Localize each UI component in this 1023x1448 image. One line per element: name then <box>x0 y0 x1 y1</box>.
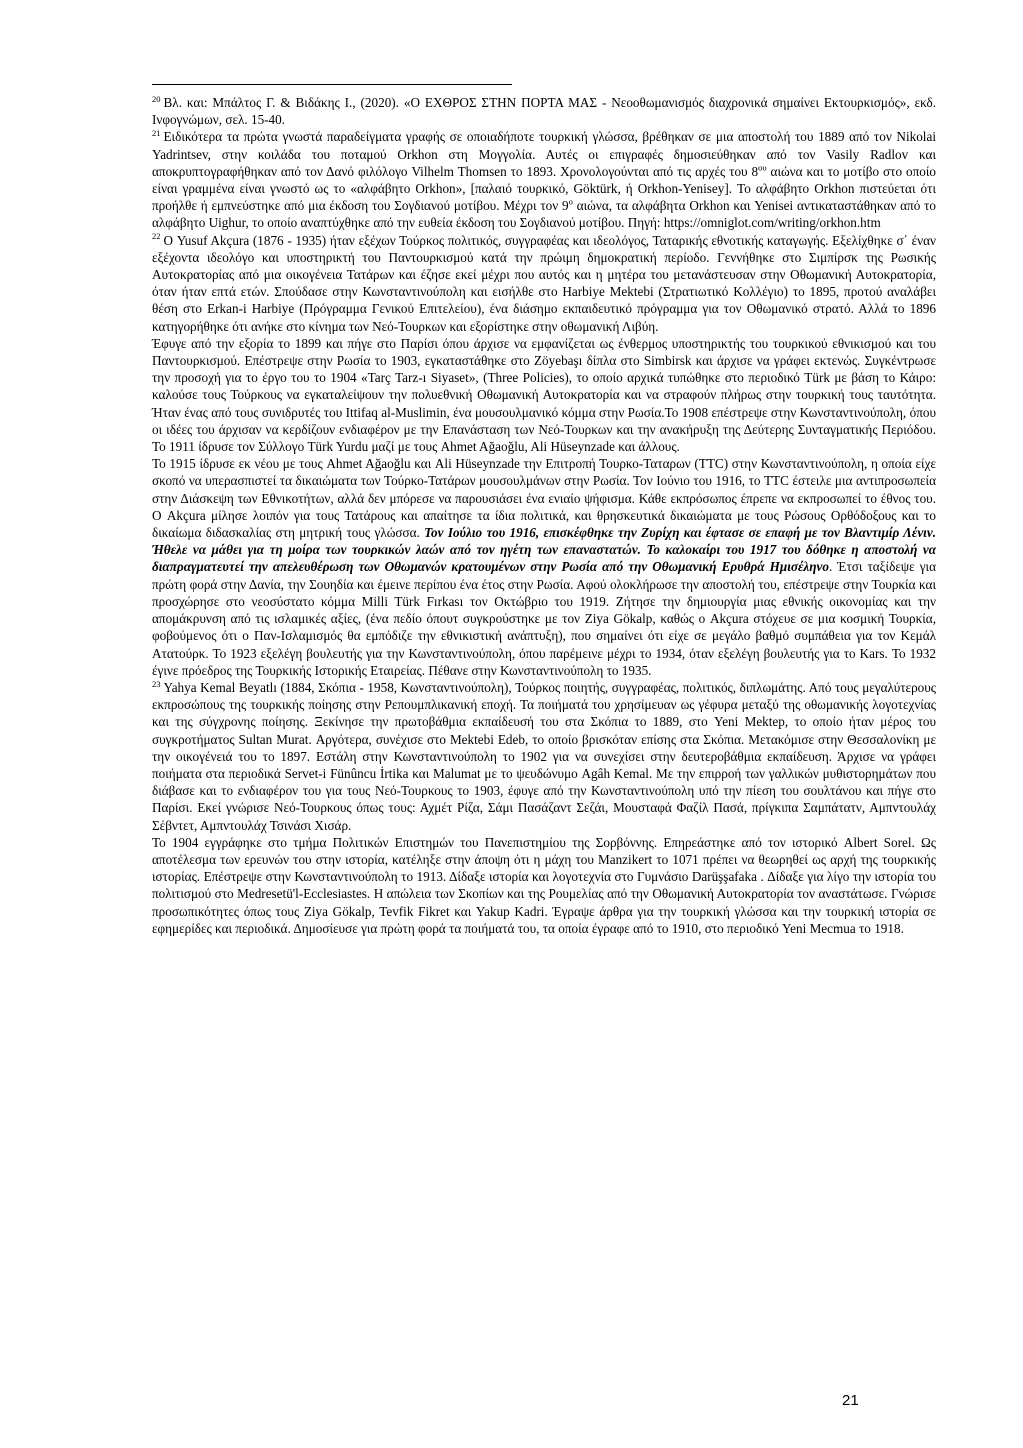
footnote-20 <box>152 94 936 128</box>
footnote-22-paragraph: Έφυγε από την εξορία το 1899 και πήγε στο Παρίσι όπου άρχισε να εμφανίζεται ως ένθερμος υποστηρικτής του τουρκικού εθνικισμού και του Παντουρκισμού. Επέστρεψε στην Ρωσία το 1903, εγκαταστάθηκε στο Zöyebaşı δίπλα στο Simbirsk και άρχισε να γράφει εκτενώς. Συγκέντρωσε την προσοχή για το έργο του το 1904 «Tarç Tarz-ı Siyaset», (Three Policies), το οποίο αρχικά τυπώθηκε στο περιοδικό Türk με βάση το Κάιρο: καλούσε τους Τούρκους να εγκαταλείψουν την πολυεθνική Οθωμανική Αυτοκρατορία και να στραφούν πλήρως στην τουρκική τους ταυτότητα. Ήταν ένας από τους συνιδρυτές του Ittifaq al-Muslimin, ένα μουσουλμανικό κόμμα στην Ρωσία.Το 1908 επέστρεψε στην Κωνσταντινούπολη, όπου οι ιδέες του άρχισαν να κερδίζουν ενδιαφέρον με την Επανάσταση των Νεό-Τουρκων και την ανακήρυξη της Δεύτερης Συνταγματικής Περιόδου. Το 1911 ίδρυσε τον Σύλλογο Türk Yurdu μαζί με τους Ahmet Ağaoğlu, Ali Hüseynzade και άλλους. <box>152 335 936 455</box>
footnote-text: Ο Yusuf Akçura (1876 - 1935) ήταν εξέχων Τούρκος πολιτικός, συγγραφέας και ιδεολόγος, Ταταρικής εθνοτικής καταγωγής. Εξελίχθηκε σ΄ έναν εξέχοντα ιδεολόγο και υποστηρικτή του Παντουρκισμού κατά την πρώιμη δημοκρατική περίοδο. Γεννήθηκε στο Σιμπίρσκ της Ρωσικής Αυτοκρατορίας από μια οικογένεια Τατάρων και έζησε εκεί μέχρι που αυτός και η μητέρα του μετανάστευσαν στην Οθωμανική Αυτοκρατορία, όταν ήταν επτά ετών. Σπούδασε στην Κωνσταντινούπολη και εισήλθε στο Harbiye Mektebi (Στρατιωτικό Κολλέγιο) το 1895, προτού αναλάβει θέση στο Erkan-i Harbiye (Πρόγραμμα Γενικού Επιτελείου), ένα διάσημο εκπαιδευτικό πρόγραμμα για τον Οθωμανικό στρατό. Αλλά το 1896 κατηγορήθηκε ότι ανήκε στο κίνημα των Νεό-Τουρκων και εξορίστηκε στην οθωμανική Λιβύη. <box>152 232 936 334</box>
footnote-number: 22 <box>152 231 161 242</box>
footnote-23-paragraph: Το 1904 εγγράφηκε στο τμήμα Πολιτικών Επιστημών του Πανεπιστημίου της Σορβόννης. Επηρεάστηκε από τον ιστορικό Albert Sorel. Ως αποτέλεσμα των ερευνών του στην ιστορία, κατέληξε στην άποψη ότι η μάχη του Manzikert το 1071 πρέπει να θεωρηθεί ως αρχή της τουρκικής ιστορίας. Επέστρεψε στην Κωνσταντινούπολη το 1913. Δίδαξε ιστορία και λογοτεχνία στο Γυμνάσιο Darüşşafaka . Δίδαξε για λίγο την ιστορία του πολιτισμού στο Medresetü'l-Ecclesiastes. Η απώλεια των Σκοπίων και της Ρουμελίας από την Οθωμανική Αυτοκρατορία τον αναστάτωσε. Γνώρισε προσωπικότητες όπως τους Ziya Gökalp, Tevfik Fikret και Yakup Kadri. Έγραψε άρθρα για την τουρκική γλώσσα και την τουρκική ιστορία σε εφημερίδες και περιοδικά. Δημοσίευσε για πρώτη φορά τα ποιήματά του, τα οποία έγραφε από το 1910, στο περιοδικό Yeni Mecmua το 1918. <box>152 834 936 936</box>
footnote-text: αιώνα, τα αλφάβητα Orkhon και Yenisei αντικαταστάθηκαν από το αλφάβητο Uighur, το οποίο αναπτύχθηκε από την ευθεία έκδοση του Σογδιανού μοτίβου. Πηγή: https://omniglot.com/writing/orkhon.htm <box>152 198 936 231</box>
footnote-text: . Έτσι ταξίδεψε για πρώτη φορά στην Δανία, την Σουηδία και έμεινε περίπου ένα έτος στην Ρωσία. Αφού ολοκλήρωσε την αποστολή του, επέστρεψε στην Τουρκία και προσχώρησε στο νεοσύστατο κόμμα Milli Türk Fırkası τον Οκτώβριο του 1919. Ζήτησε την δημιουργία μιας εθνικής οικονομίας και την απομάκρυνση από τις ισλαμικές αξίες, (ένα πεδίο όπουτ συγκρούστηκε με τον Ziya Gökalp, καθώς ο Akçura στόχευε σε μια κοσμική Τουρκία, φοβούμενος ότι ο Παν-Ισλαμισμός θα εμπόδιζε την εθνικιστική ανάπτυξη), που σημαίνει ότι είχε σε μεγάλο βαθμό συμπάθεια για τον Κεμάλ Ατατούρκ. Το 1923 εξελέγη βουλευτής για την Κωνσταντινούπολη, όπου παρέμεινε μέχρι το 1934, όταν εξελέγη βουλευτής για το Kars. Το 1932 έγινε πρόεδρος της Τουρκικής Ιστορικής Εταιρείας. Πέθανε στην Κωνσταντινούπολη το 1935. <box>152 559 936 678</box>
page-number: 21 <box>842 1392 859 1409</box>
footnote-21 <box>152 128 936 231</box>
footnote-23 <box>152 679 936 834</box>
footnote-number: 23 <box>152 678 161 689</box>
emphasized-text: Τον Ιούλιο του 1916, επισκέφθηκε την Ζυρίχη και έφτασε σε επαφή με τον Βλαντιμίρ Λένιν. Ήθελε να μάθει για τη μοίρα των τουρκικών λαών από τον ηγέτη των επαναστατών. Το καλοκαίρι του 1917 του δόθηκε η αποστολή να διαπραγματευτεί την απελευθέρωση των Οθωμανών κρατουμένων στην Ρωσία από την Οθωμανική Ερυθρά Ημισέληνο <box>152 525 936 575</box>
footnote-22-paragraph <box>152 455 936 679</box>
footnote-text: αιώνα και το μοτίβο στο οποίο είναι γραμμένα είναι γνωστό ως το «αλφάβητο Orkhon», [παλαιό τουρκικό, Göktürk, ή Orkhon-Yenisey]. Το αλφάβητο Orkhon πιστεύεται ότι προήλθε ή εμπνεύστηκε από μια έκδοση του Σογδιανού μοτίβου. Μέχρι τον 9 <box>152 163 936 214</box>
footnotes-block <box>152 94 936 937</box>
superscript: ο <box>568 196 573 207</box>
footnote-text: Ειδικότερα τα πρώτα γνωστά παραδείγματα γραφής σε οποιαδήποτε τουρκική γλώσσα, βρέθηκαν σε μια αποστολή του 1889 από τον Nikolai Yadrintsev, στην κοιλάδα του ποταμού Orkhon στη Μογγολία. Αυτές οι επιγραφές δημοσιεύθηκαν από τον Vasily Radlov και αποκρυπτογραφήθηκαν από τον Δανό φιλόλογο Vilhelm Thomsen το 1893. Χρονολογούνται από τις αρχές του 8 <box>152 129 936 179</box>
footnote-separator <box>152 84 512 85</box>
footnote-text: Yahya Kemal Beyatlı (1884, Σκόπια - 1958, Κωνσταντινούπολη), Τούρκος ποιητής, συγγραφέας, πολιτικός, διπλωμάτης. Από τους μεγαλύτερους εκπροσώπους της τουρκικής ποίησης στην Ρεπουμπλικανική εποχή. Τα ποιήματά του χρησίμευαν ως γέφυρα μεταξύ της οθωμανικής λογοτεχνίας και της σύγχρονης ποίησης. Ξεκίνησε την πρωτοβάθμια εκπαίδευσή του στα Σκόπια το 1889, στο Yeni Mektep, το οποίο ήταν μέρος του συγκροτήματος Sultan Murat. Αργότερα, συνέχισε στο Mektebi Edeb, το οποίο βρισκόταν επίσης στα Σκόπια. Μετακόμισε στην Θεσσαλονίκη με την οικογένειά του το 1897. Εστάλη στην Κωνσταντινούπολη το 1902 για να συνεχίσει στην δευτεροβάθμια εκπαίδευση. Άρχισε να γράφει ποιήματα στα περιοδικά Servet-i Fünûncu İrtika και Malumat με το ψευδώνυμο Agâh Kemal. Με την επιρροή των γαλλικών μυθιστορημάτων που διάβασε και το ενδιαφέρον του για τους Νεό-Τουρκους το 1903, έφυγε από την Κωνσταντινούπολη υπό την πίεση του σουλτάνου και πήγε στο Παρίσι. Εκεί γνώρισε Νεό-Τουρκους όπως τους: Αχμέτ Ρίζα, Σάμι Πασάζαντ Σεζάι, Μουσταφά Φαζίλ Πασά, πρίγκιπα Σαμπάτατν, Αμπντουλάχ Σέβντετ, Αμπντουλάχ Τσινάσι Χισάρ. <box>152 679 936 833</box>
footnote-text: Το 1915 ίδρυσε εκ νέου με τους Ahmet Ağaoğlu και Ali Hüseynzade την Επιτροπή Τουρκο-Ταταρων (TTC) στην Κωνσταντινούπολη, η οποία είχε σκοπό να υπερασπιστεί τα δικαιώματα των Τούρκο-Τατάρων μουσουλμάνων στην Ρωσία. Τον Ιούνιο του 1916, το TTC έστειλε μια αντιπροσωπεία στην Διάσκεψη των Εθνικοτήτων, αλλά δεν μπόρεσε να παρουσιάσει ένα ενιαίο ψήφισμα. Κάθε εκπρόσωπος έπρεπε να εκπροσωπεί το έθνος του. Ο Akçura μίλησε λοιπόν για τους Τατάρους και απαίτησε τα ίδια πολιτικά, και θρησκευτικά δικαιώματα με τους Ρώσους Ορθόδοξους και το δικαίωμα διδασκαλίας στη μητρική τους γλώσσα. <box>152 456 936 541</box>
footnote-text: Βλ. και: Μπάλτος Γ. & Βιδάκης Ι., (2020). «Ο ΕΧΘΡΟΣ ΣΤΗΝ ΠΟΡΤΑ ΜΑΣ - Νεοοθωμανισμός διαχρονικά σημαίνει Εκτουρκισμός», εκδ. Ινφογνώμων, σελ. 15-40. <box>152 95 936 128</box>
superscript: ου <box>758 162 767 173</box>
footnote-number: 20 <box>152 93 161 104</box>
footnote-22 <box>152 232 936 335</box>
footnote-number: 21 <box>152 128 161 139</box>
